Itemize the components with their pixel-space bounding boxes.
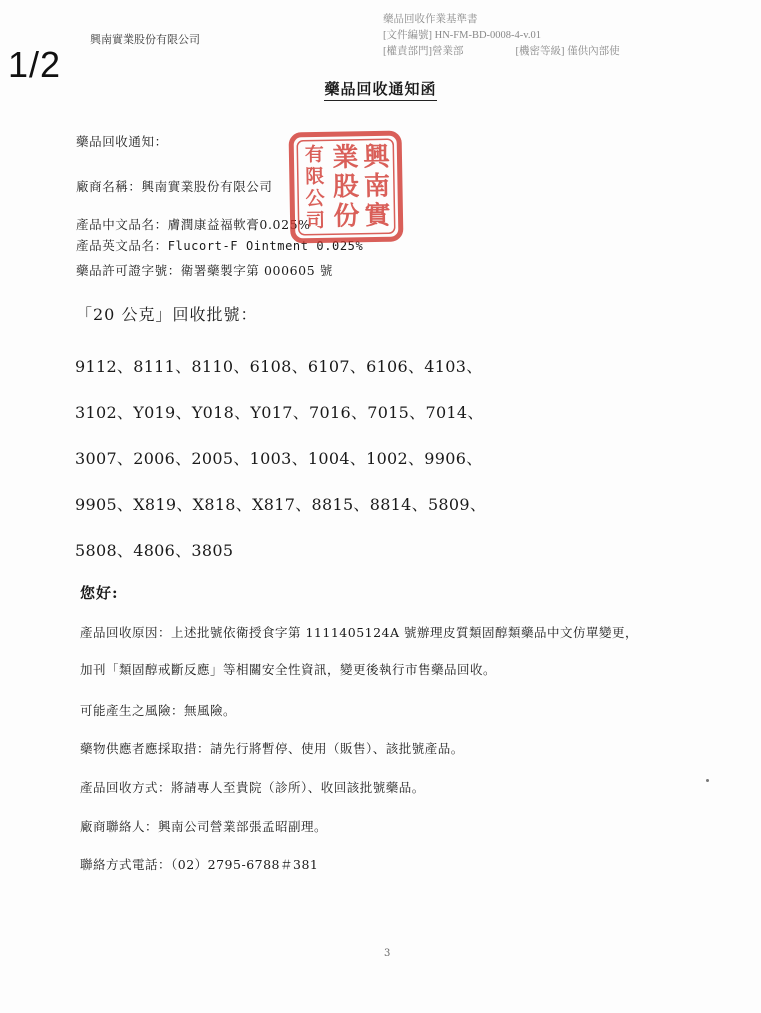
seal-character: 公 xyxy=(305,187,325,210)
seal-character: 興 xyxy=(363,142,390,173)
standard-name-text: 藥品回收作業基準書 xyxy=(383,14,478,25)
seal-character: 有 xyxy=(304,143,325,166)
manufacturer-line: 廠商名稱：興南實業股份有限公司 xyxy=(76,179,273,194)
confidentiality-label: [機密等級] xyxy=(515,46,565,57)
document-title xyxy=(0,78,761,99)
batch-line: 3102、Y019、Y018、Y017、7016、7015、7014、 xyxy=(75,403,484,422)
seal-character: 司 xyxy=(305,209,326,232)
notice-heading: 藥品回收通知： xyxy=(76,134,168,149)
recall-reason-continued: 加刊「類固醇戒斷反應」等相關安全性資訊，變更後執行市售藥品回收。 xyxy=(80,662,497,677)
license-line: 藥品許可證字號：衛署藥製字第 000605 號 xyxy=(76,263,333,278)
batch-title: 「20 公克」回收批號： xyxy=(76,305,258,324)
seal-character: 股 xyxy=(332,171,360,203)
company-seal-stamp xyxy=(288,130,404,244)
greeting: 您好: xyxy=(80,584,119,602)
recall-reason-line: 產品回收原因：上述批號依衛授食字第 1111405124A 號辦理皮質類固醇類藥品中文仿單變更， xyxy=(80,625,639,640)
seal-character: 份 xyxy=(333,201,360,232)
product-zh-line: 產品中文品名：膚潤康益福軟膏0.025% xyxy=(76,217,311,232)
standard-name xyxy=(383,12,713,28)
batch-line: 9905、X819、X818、X817、8815、8814、5809、 xyxy=(75,495,487,514)
company-header: 興南實業股份有限公司 xyxy=(90,34,200,46)
seal-character: 南 xyxy=(363,171,391,202)
scan-speck xyxy=(706,779,709,782)
product-en-label: 產品英文品名： xyxy=(76,238,168,253)
batch-line: 5808、4806、3805 xyxy=(75,541,234,560)
seal-character: 業 xyxy=(332,142,359,174)
risk-line: 可能產生之風險：無風險。 xyxy=(80,703,237,718)
document-meta xyxy=(383,12,713,60)
supplier-measures-line: 藥物供應者應採取措：請先行將暫停、使用（販售）、該批號產品。 xyxy=(80,741,464,756)
product-en-name: Flucort-F Ointment 0.025% xyxy=(167,239,364,253)
contact-phone-line: 聯絡方式電話：（02）2795-6788＃381 xyxy=(80,857,319,872)
confidentiality: 僅供內部使 xyxy=(567,46,620,57)
department: 營業部 xyxy=(432,46,464,57)
doc-number: HN-FM-BD-0008-4-v.01 xyxy=(434,30,541,41)
contact-person-line: 廠商聯絡人：興南公司營業部張孟昭副理。 xyxy=(80,819,328,834)
seal-character: 實 xyxy=(364,200,391,232)
page-counter: 1/2 xyxy=(8,44,62,85)
batch-line: 9112、8111、8110、6108、6107、6106、4103、 xyxy=(75,357,483,376)
seal-character: 限 xyxy=(305,165,325,188)
department-row xyxy=(383,44,713,60)
doc-number-label: [文件編號] xyxy=(383,30,432,41)
recall-method-line: 產品回收方式：將請專人至貴院（診所）、收回該批號藥品。 xyxy=(80,780,425,795)
document-title-text: 藥品回收通知函 xyxy=(324,80,436,101)
batch-line: 3007、2006、2005、1003、1004、1002、9906、 xyxy=(75,449,483,468)
doc-number-row xyxy=(383,28,713,44)
page-number: 3 xyxy=(384,948,391,959)
department-label: [權責部門] xyxy=(383,46,432,57)
